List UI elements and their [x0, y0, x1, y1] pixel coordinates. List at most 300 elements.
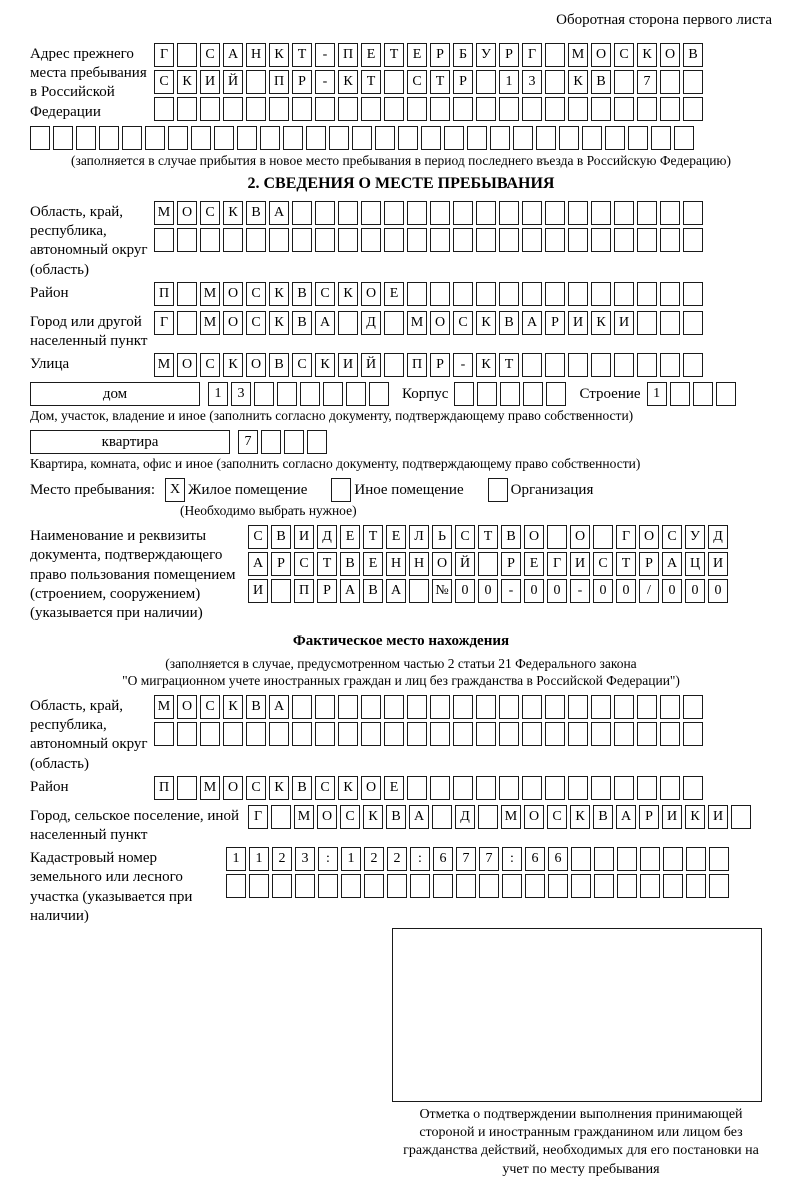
char-cell[interactable]: [628, 126, 648, 150]
char-cell[interactable]: [731, 805, 751, 829]
char-cell[interactable]: [614, 776, 634, 800]
char-cell[interactable]: П: [338, 43, 358, 67]
char-cell[interactable]: [591, 776, 611, 800]
char-cell[interactable]: [660, 282, 680, 306]
char-cell[interactable]: [476, 201, 496, 225]
char-cell[interactable]: [453, 282, 473, 306]
char-cell[interactable]: [277, 382, 297, 406]
char-cell[interactable]: Е: [386, 525, 406, 549]
char-cell[interactable]: К: [177, 70, 197, 94]
char-cell[interactable]: [246, 722, 266, 746]
char-cell[interactable]: П: [407, 353, 427, 377]
char-cell[interactable]: Е: [407, 43, 427, 67]
char-cell[interactable]: В: [591, 70, 611, 94]
char-cell[interactable]: С: [200, 695, 220, 719]
char-cell[interactable]: К: [338, 70, 358, 94]
char-cell[interactable]: [591, 695, 611, 719]
char-cell[interactable]: :: [318, 847, 338, 871]
char-cell[interactable]: О: [361, 776, 381, 800]
char-cell[interactable]: О: [246, 353, 266, 377]
char-cell[interactable]: [338, 97, 358, 121]
char-cell[interactable]: [364, 874, 384, 898]
char-cell[interactable]: А: [223, 43, 243, 67]
char-cell[interactable]: Р: [317, 579, 337, 603]
char-cell[interactable]: Й: [361, 353, 381, 377]
char-cell[interactable]: Ц: [685, 552, 705, 576]
char-cell[interactable]: О: [524, 805, 544, 829]
char-cell[interactable]: [513, 126, 533, 150]
char-cell[interactable]: [476, 695, 496, 719]
char-cell[interactable]: А: [616, 805, 636, 829]
char-cell[interactable]: С: [453, 311, 473, 335]
char-cell[interactable]: В: [292, 311, 312, 335]
stamp-box[interactable]: [392, 928, 762, 1102]
char-cell[interactable]: [716, 382, 736, 406]
char-cell[interactable]: М: [568, 43, 588, 67]
char-cell[interactable]: О: [660, 43, 680, 67]
char-cell[interactable]: Р: [501, 552, 521, 576]
char-cell[interactable]: [453, 776, 473, 800]
char-cell[interactable]: [430, 201, 450, 225]
char-cell[interactable]: [315, 228, 335, 252]
char-cell[interactable]: [591, 228, 611, 252]
char-cell[interactable]: О: [430, 311, 450, 335]
char-cell[interactable]: [591, 97, 611, 121]
char-cell[interactable]: [568, 722, 588, 746]
char-cell[interactable]: Т: [317, 552, 337, 576]
char-cell[interactable]: С: [593, 552, 613, 576]
char-cell[interactable]: [545, 776, 565, 800]
char-cell[interactable]: [617, 847, 637, 871]
char-cell[interactable]: 0: [593, 579, 613, 603]
char-cell[interactable]: 1: [249, 847, 269, 871]
char-cell[interactable]: [361, 201, 381, 225]
char-cell[interactable]: [154, 228, 174, 252]
char-cell[interactable]: [331, 478, 351, 502]
char-cell[interactable]: Р: [430, 43, 450, 67]
char-cell[interactable]: 0: [685, 579, 705, 603]
char-cell[interactable]: И: [614, 311, 634, 335]
char-cell[interactable]: [568, 201, 588, 225]
char-cell[interactable]: Е: [384, 776, 404, 800]
char-cell[interactable]: К: [591, 311, 611, 335]
char-cell[interactable]: Д: [361, 311, 381, 335]
char-cell[interactable]: [384, 695, 404, 719]
char-cell[interactable]: 6: [548, 847, 568, 871]
char-cell[interactable]: 1: [208, 382, 228, 406]
char-cell[interactable]: [430, 695, 450, 719]
char-cell[interactable]: О: [361, 282, 381, 306]
char-cell[interactable]: С: [200, 201, 220, 225]
char-cell[interactable]: О: [570, 525, 590, 549]
char-cell[interactable]: Т: [616, 552, 636, 576]
char-cell[interactable]: К: [568, 70, 588, 94]
checkbox-organization[interactable]: [488, 478, 511, 502]
char-cell[interactable]: [499, 97, 519, 121]
char-cell[interactable]: О: [223, 776, 243, 800]
char-cell[interactable]: [384, 311, 404, 335]
char-cell[interactable]: [384, 201, 404, 225]
char-cell[interactable]: [683, 776, 703, 800]
char-cell[interactable]: [177, 282, 197, 306]
char-cell[interactable]: [122, 126, 142, 150]
char-cell[interactable]: [545, 695, 565, 719]
char-cell[interactable]: К: [269, 43, 289, 67]
char-cell[interactable]: 2: [387, 847, 407, 871]
char-cell[interactable]: [499, 776, 519, 800]
char-cell[interactable]: [568, 776, 588, 800]
char-cell[interactable]: Д: [455, 805, 475, 829]
char-cell[interactable]: [479, 874, 499, 898]
char-cell[interactable]: [177, 776, 197, 800]
char-cell[interactable]: Т: [478, 525, 498, 549]
char-cell[interactable]: [614, 228, 634, 252]
char-cell[interactable]: П: [269, 70, 289, 94]
char-cell[interactable]: [467, 126, 487, 150]
char-cell[interactable]: 1: [226, 847, 246, 871]
char-cell[interactable]: [315, 97, 335, 121]
char-cell[interactable]: [453, 695, 473, 719]
char-cell[interactable]: [407, 201, 427, 225]
char-cell[interactable]: [522, 776, 542, 800]
char-cell[interactable]: Т: [292, 43, 312, 67]
char-cell[interactable]: №: [432, 579, 452, 603]
char-cell[interactable]: П: [294, 579, 314, 603]
char-cell[interactable]: :: [502, 847, 522, 871]
char-cell[interactable]: [409, 579, 429, 603]
char-cell[interactable]: К: [570, 805, 590, 829]
char-cell[interactable]: Р: [545, 311, 565, 335]
char-cell[interactable]: [686, 874, 706, 898]
char-cell[interactable]: [478, 552, 498, 576]
char-cell[interactable]: [568, 228, 588, 252]
char-cell[interactable]: О: [639, 525, 659, 549]
char-cell[interactable]: [99, 126, 119, 150]
char-cell[interactable]: [663, 874, 683, 898]
char-cell[interactable]: [223, 228, 243, 252]
char-cell[interactable]: [476, 282, 496, 306]
char-cell[interactable]: [522, 201, 542, 225]
char-cell[interactable]: [660, 722, 680, 746]
char-cell[interactable]: О: [317, 805, 337, 829]
char-cell[interactable]: [432, 805, 452, 829]
char-cell[interactable]: К: [223, 695, 243, 719]
char-cell[interactable]: 6: [433, 847, 453, 871]
char-cell[interactable]: [522, 353, 542, 377]
char-cell[interactable]: [292, 97, 312, 121]
char-cell[interactable]: В: [246, 695, 266, 719]
char-cell[interactable]: 0: [662, 579, 682, 603]
char-cell[interactable]: [490, 126, 510, 150]
char-cell[interactable]: С: [614, 43, 634, 67]
char-cell[interactable]: С: [407, 70, 427, 94]
char-cell[interactable]: [640, 874, 660, 898]
char-cell[interactable]: -: [453, 353, 473, 377]
char-cell[interactable]: [398, 126, 418, 150]
char-cell[interactable]: [605, 126, 625, 150]
char-cell[interactable]: [407, 722, 427, 746]
char-cell[interactable]: К: [338, 282, 358, 306]
char-cell[interactable]: [545, 228, 565, 252]
char-cell[interactable]: [453, 722, 473, 746]
char-cell[interactable]: [254, 382, 274, 406]
char-cell[interactable]: [177, 43, 197, 67]
char-cell[interactable]: [548, 874, 568, 898]
char-cell[interactable]: А: [409, 805, 429, 829]
char-cell[interactable]: К: [363, 805, 383, 829]
char-cell[interactable]: М: [154, 201, 174, 225]
char-cell[interactable]: О: [223, 282, 243, 306]
char-cell[interactable]: 0: [455, 579, 475, 603]
char-cell[interactable]: Н: [386, 552, 406, 576]
char-cell[interactable]: /: [639, 579, 659, 603]
char-cell[interactable]: С: [294, 552, 314, 576]
char-cell[interactable]: [477, 382, 497, 406]
char-cell[interactable]: X: [165, 478, 185, 502]
char-cell[interactable]: [660, 776, 680, 800]
char-cell[interactable]: 3: [522, 70, 542, 94]
char-cell[interactable]: И: [708, 805, 728, 829]
char-cell[interactable]: [292, 201, 312, 225]
char-cell[interactable]: Т: [361, 70, 381, 94]
char-cell[interactable]: [499, 201, 519, 225]
char-cell[interactable]: [226, 874, 246, 898]
char-cell[interactable]: С: [246, 311, 266, 335]
char-cell[interactable]: К: [223, 201, 243, 225]
char-cell[interactable]: [246, 97, 266, 121]
char-cell[interactable]: [478, 805, 498, 829]
char-cell[interactable]: [545, 43, 565, 67]
char-cell[interactable]: О: [223, 311, 243, 335]
char-cell[interactable]: Г: [154, 311, 174, 335]
char-cell[interactable]: А: [248, 552, 268, 576]
char-cell[interactable]: [545, 282, 565, 306]
char-cell[interactable]: В: [593, 805, 613, 829]
char-cell[interactable]: [522, 282, 542, 306]
char-cell[interactable]: 0: [524, 579, 544, 603]
char-cell[interactable]: [670, 382, 690, 406]
char-cell[interactable]: [488, 478, 508, 502]
char-cell[interactable]: [200, 97, 220, 121]
char-cell[interactable]: [214, 126, 234, 150]
char-cell[interactable]: Д: [708, 525, 728, 549]
char-cell[interactable]: А: [386, 579, 406, 603]
char-cell[interactable]: [260, 126, 280, 150]
char-cell[interactable]: [683, 201, 703, 225]
char-cell[interactable]: [168, 126, 188, 150]
char-cell[interactable]: [338, 695, 358, 719]
char-cell[interactable]: 3: [295, 847, 315, 871]
char-cell[interactable]: [237, 126, 257, 150]
char-cell[interactable]: В: [501, 525, 521, 549]
char-cell[interactable]: [660, 695, 680, 719]
char-cell[interactable]: [522, 97, 542, 121]
char-cell[interactable]: 0: [616, 579, 636, 603]
char-cell[interactable]: [315, 722, 335, 746]
char-cell[interactable]: Р: [499, 43, 519, 67]
char-cell[interactable]: 7: [238, 430, 258, 454]
char-cell[interactable]: [421, 126, 441, 150]
char-cell[interactable]: [683, 228, 703, 252]
char-cell[interactable]: [559, 126, 579, 150]
char-cell[interactable]: -: [315, 43, 335, 67]
char-cell[interactable]: [346, 382, 366, 406]
char-cell[interactable]: [246, 70, 266, 94]
char-cell[interactable]: [582, 126, 602, 150]
char-cell[interactable]: [191, 126, 211, 150]
char-cell[interactable]: [200, 228, 220, 252]
char-cell[interactable]: [594, 847, 614, 871]
char-cell[interactable]: [709, 874, 729, 898]
char-cell[interactable]: [502, 874, 522, 898]
char-cell[interactable]: [651, 126, 671, 150]
char-cell[interactable]: И: [568, 311, 588, 335]
char-cell[interactable]: Г: [547, 552, 567, 576]
char-cell[interactable]: -: [315, 70, 335, 94]
char-cell[interactable]: 6: [525, 847, 545, 871]
char-cell[interactable]: [499, 228, 519, 252]
char-cell[interactable]: В: [292, 776, 312, 800]
char-cell[interactable]: [375, 126, 395, 150]
char-cell[interactable]: [318, 874, 338, 898]
char-cell[interactable]: И: [708, 552, 728, 576]
char-cell[interactable]: О: [524, 525, 544, 549]
char-cell[interactable]: Г: [154, 43, 174, 67]
char-cell[interactable]: [499, 282, 519, 306]
char-cell[interactable]: Н: [409, 552, 429, 576]
char-cell[interactable]: [545, 201, 565, 225]
char-cell[interactable]: [453, 97, 473, 121]
char-cell[interactable]: [614, 97, 634, 121]
char-cell[interactable]: [476, 228, 496, 252]
char-cell[interactable]: [407, 228, 427, 252]
char-cell[interactable]: 1: [341, 847, 361, 871]
char-cell[interactable]: [329, 126, 349, 150]
char-cell[interactable]: [76, 126, 96, 150]
char-cell[interactable]: Е: [363, 552, 383, 576]
char-cell[interactable]: [499, 722, 519, 746]
char-cell[interactable]: К: [685, 805, 705, 829]
char-cell[interactable]: Б: [453, 43, 473, 67]
char-cell[interactable]: 1: [647, 382, 667, 406]
char-cell[interactable]: [410, 874, 430, 898]
char-cell[interactable]: [683, 353, 703, 377]
char-cell[interactable]: [387, 874, 407, 898]
char-cell[interactable]: М: [407, 311, 427, 335]
char-cell[interactable]: [292, 695, 312, 719]
char-cell[interactable]: В: [386, 805, 406, 829]
char-cell[interactable]: [545, 70, 565, 94]
char-cell[interactable]: [614, 282, 634, 306]
char-cell[interactable]: И: [294, 525, 314, 549]
char-cell[interactable]: [686, 847, 706, 871]
char-cell[interactable]: [499, 695, 519, 719]
char-cell[interactable]: [545, 353, 565, 377]
char-cell[interactable]: У: [685, 525, 705, 549]
char-cell[interactable]: И: [662, 805, 682, 829]
char-cell[interactable]: И: [248, 579, 268, 603]
char-cell[interactable]: К: [637, 43, 657, 67]
char-cell[interactable]: С: [315, 282, 335, 306]
char-cell[interactable]: [591, 353, 611, 377]
char-cell[interactable]: [361, 97, 381, 121]
char-cell[interactable]: [177, 311, 197, 335]
char-cell[interactable]: [271, 579, 291, 603]
char-cell[interactable]: [315, 695, 335, 719]
char-cell[interactable]: [660, 97, 680, 121]
char-cell[interactable]: [407, 776, 427, 800]
char-cell[interactable]: И: [200, 70, 220, 94]
char-cell[interactable]: [637, 228, 657, 252]
char-cell[interactable]: [683, 311, 703, 335]
char-cell[interactable]: [284, 430, 304, 454]
char-cell[interactable]: 7: [479, 847, 499, 871]
char-cell[interactable]: Р: [639, 805, 659, 829]
char-cell[interactable]: К: [269, 776, 289, 800]
char-cell[interactable]: С: [246, 776, 266, 800]
char-cell[interactable]: [307, 430, 327, 454]
char-cell[interactable]: Р: [271, 552, 291, 576]
char-cell[interactable]: А: [522, 311, 542, 335]
char-cell[interactable]: М: [200, 282, 220, 306]
char-cell[interactable]: [315, 201, 335, 225]
char-cell[interactable]: [407, 282, 427, 306]
char-cell[interactable]: Ь: [432, 525, 452, 549]
char-cell[interactable]: [338, 311, 358, 335]
char-cell[interactable]: [683, 97, 703, 121]
char-cell[interactable]: [407, 97, 427, 121]
char-cell[interactable]: [637, 695, 657, 719]
char-cell[interactable]: [500, 382, 520, 406]
char-cell[interactable]: В: [269, 353, 289, 377]
char-cell[interactable]: Р: [430, 353, 450, 377]
char-cell[interactable]: [522, 228, 542, 252]
char-cell[interactable]: С: [292, 353, 312, 377]
char-cell[interactable]: М: [501, 805, 521, 829]
char-cell[interactable]: А: [269, 695, 289, 719]
char-cell[interactable]: [30, 126, 50, 150]
char-cell[interactable]: К: [476, 311, 496, 335]
char-cell[interactable]: Г: [522, 43, 542, 67]
char-cell[interactable]: [223, 97, 243, 121]
char-cell[interactable]: А: [340, 579, 360, 603]
char-cell[interactable]: [361, 228, 381, 252]
char-cell[interactable]: [545, 97, 565, 121]
char-cell[interactable]: М: [294, 805, 314, 829]
char-cell[interactable]: [444, 126, 464, 150]
char-cell[interactable]: [709, 847, 729, 871]
char-cell[interactable]: С: [246, 282, 266, 306]
char-cell[interactable]: А: [269, 201, 289, 225]
char-cell[interactable]: [454, 382, 474, 406]
char-cell[interactable]: [660, 201, 680, 225]
char-cell[interactable]: П: [154, 776, 174, 800]
char-cell[interactable]: Т: [499, 353, 519, 377]
char-cell[interactable]: [384, 353, 404, 377]
char-cell[interactable]: [683, 695, 703, 719]
char-cell[interactable]: [323, 382, 343, 406]
char-cell[interactable]: [637, 97, 657, 121]
char-cell[interactable]: [430, 282, 450, 306]
char-cell[interactable]: [261, 430, 281, 454]
char-cell[interactable]: О: [177, 201, 197, 225]
char-cell[interactable]: [338, 228, 358, 252]
char-cell[interactable]: [292, 722, 312, 746]
char-cell[interactable]: Е: [384, 282, 404, 306]
char-cell[interactable]: [614, 201, 634, 225]
char-cell[interactable]: К: [269, 311, 289, 335]
char-cell[interactable]: [660, 70, 680, 94]
